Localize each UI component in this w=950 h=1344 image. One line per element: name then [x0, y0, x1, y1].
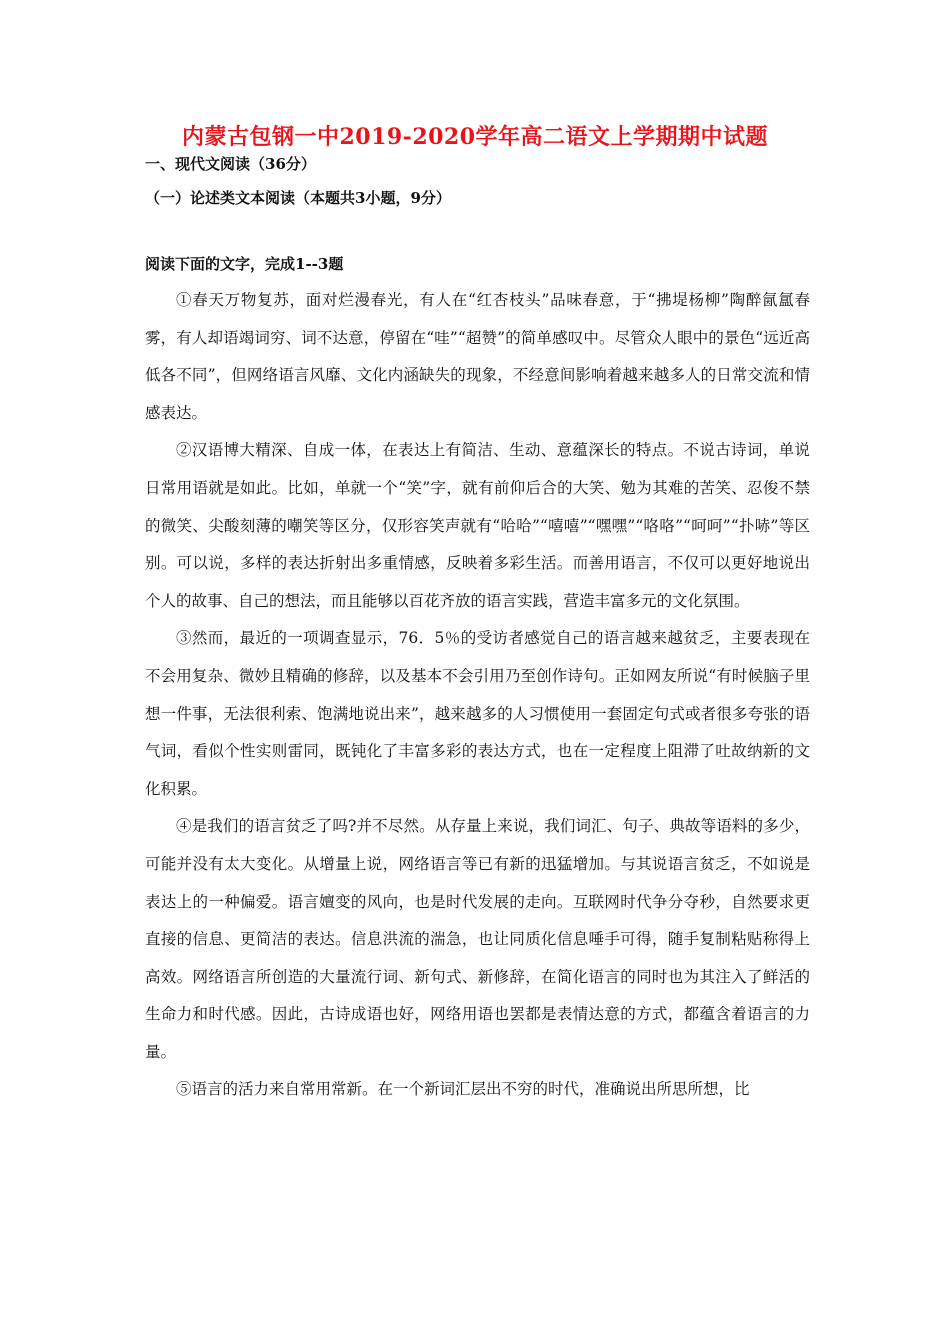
passage-paragraph-1: ①春天万物复苏，面对烂漫春光，有人在“红杏枝头”品味春意，于“拂堤杨柳”陶醉氤氲春雾，有人却语竭词穷、词不达意，停留在“哇”“超赞”的简单感叹中。尽管众人眼中的景色“远近高低各不同”，但网络语言风靡、文化内涵缺失的现象，不经意间影响着越来越多人的日常交流和情感表达。: [145, 291, 810, 422]
passage-paragraph-2: ②汉语博大精深、自成一体，在表达上有简洁、生动、意蕴深长的特点。不说古诗词，单说日常用语就是如此。比如，单就一个“笑”字，就有前仰后合的大笑、勉为其难的苦笑、忍俊不禁的微笑、尖酸刻薄的嘲笑等区分，仅形容笑声就有“哈哈”“嘻嘻”“嘿嘿”“咯咯”“呵呵”“扑哧”等区别。可以说，多样的表达折射出多重情感，反映着多彩生活。而善用语言，不仅可以更好地说出个人的故事、自己的想法，而且能够以百花齐放的语言实践，营造丰富多元的文化氛围。: [145, 441, 810, 610]
passage-body: [145, 282, 810, 1109]
reading-instruction: 阅读下面的文字，完成1--3题: [145, 255, 344, 273]
document-title: 内蒙古包钢一中2019-2020学年高二语文上学期期中试题: [181, 124, 769, 150]
subsection-heading: （一）论述类文本阅读（本题共3小题，9分）: [145, 189, 451, 207]
section-heading: 一、现代文阅读（36分）: [145, 155, 316, 173]
passage-paragraph-5: ⑤语言的活力来自常用常新。在一个新词汇层出不穷的时代，准确说出所思所想，比: [176, 1080, 750, 1099]
passage-paragraph-3: ③然而，最近的一项调查显示，76．5％的受访者感觉自己的语言越来越贫乏，主要表现在不会用复杂、微妙且精确的修辞，以及基本不会引用乃至创作诗句。正如网友所说“有时候脑子里想一件事，无法很利索、饱满地说出来”，越来越多的人习惯使用一套固定句式或者很多夸张的语气词，看似个性实则雷同，既钝化了丰富多彩的表达方式，也在一定程度上阻滞了吐故纳新的文化积累。: [145, 629, 810, 798]
passage-paragraph-4: ④是我们的语言贫乏了吗?并不尽然。从存量上来说，我们词汇、句子、典故等语料的多少，可能并没有太大变化。从增量上说，网络语言等已有新的迅猛增加。与其说语言贫乏，不如说是表达上的一种偏爱。语言嬗变的风向，也是时代发展的走向。互联网时代争分夺秒，自然要求更直接的信息、更简洁的表达。信息洪流的湍急，也让同质化信息唾手可得，随手复制粘贴称得上高效。网络语言所创造的大量流行词、新句式、新修辞，在简化语言的同时也为其注入了鲜活的生命力和时代感。因此，古诗成语也好，网络用语也罢都是表情达意的方式，都蕴含着语言的力量。: [145, 817, 810, 1061]
